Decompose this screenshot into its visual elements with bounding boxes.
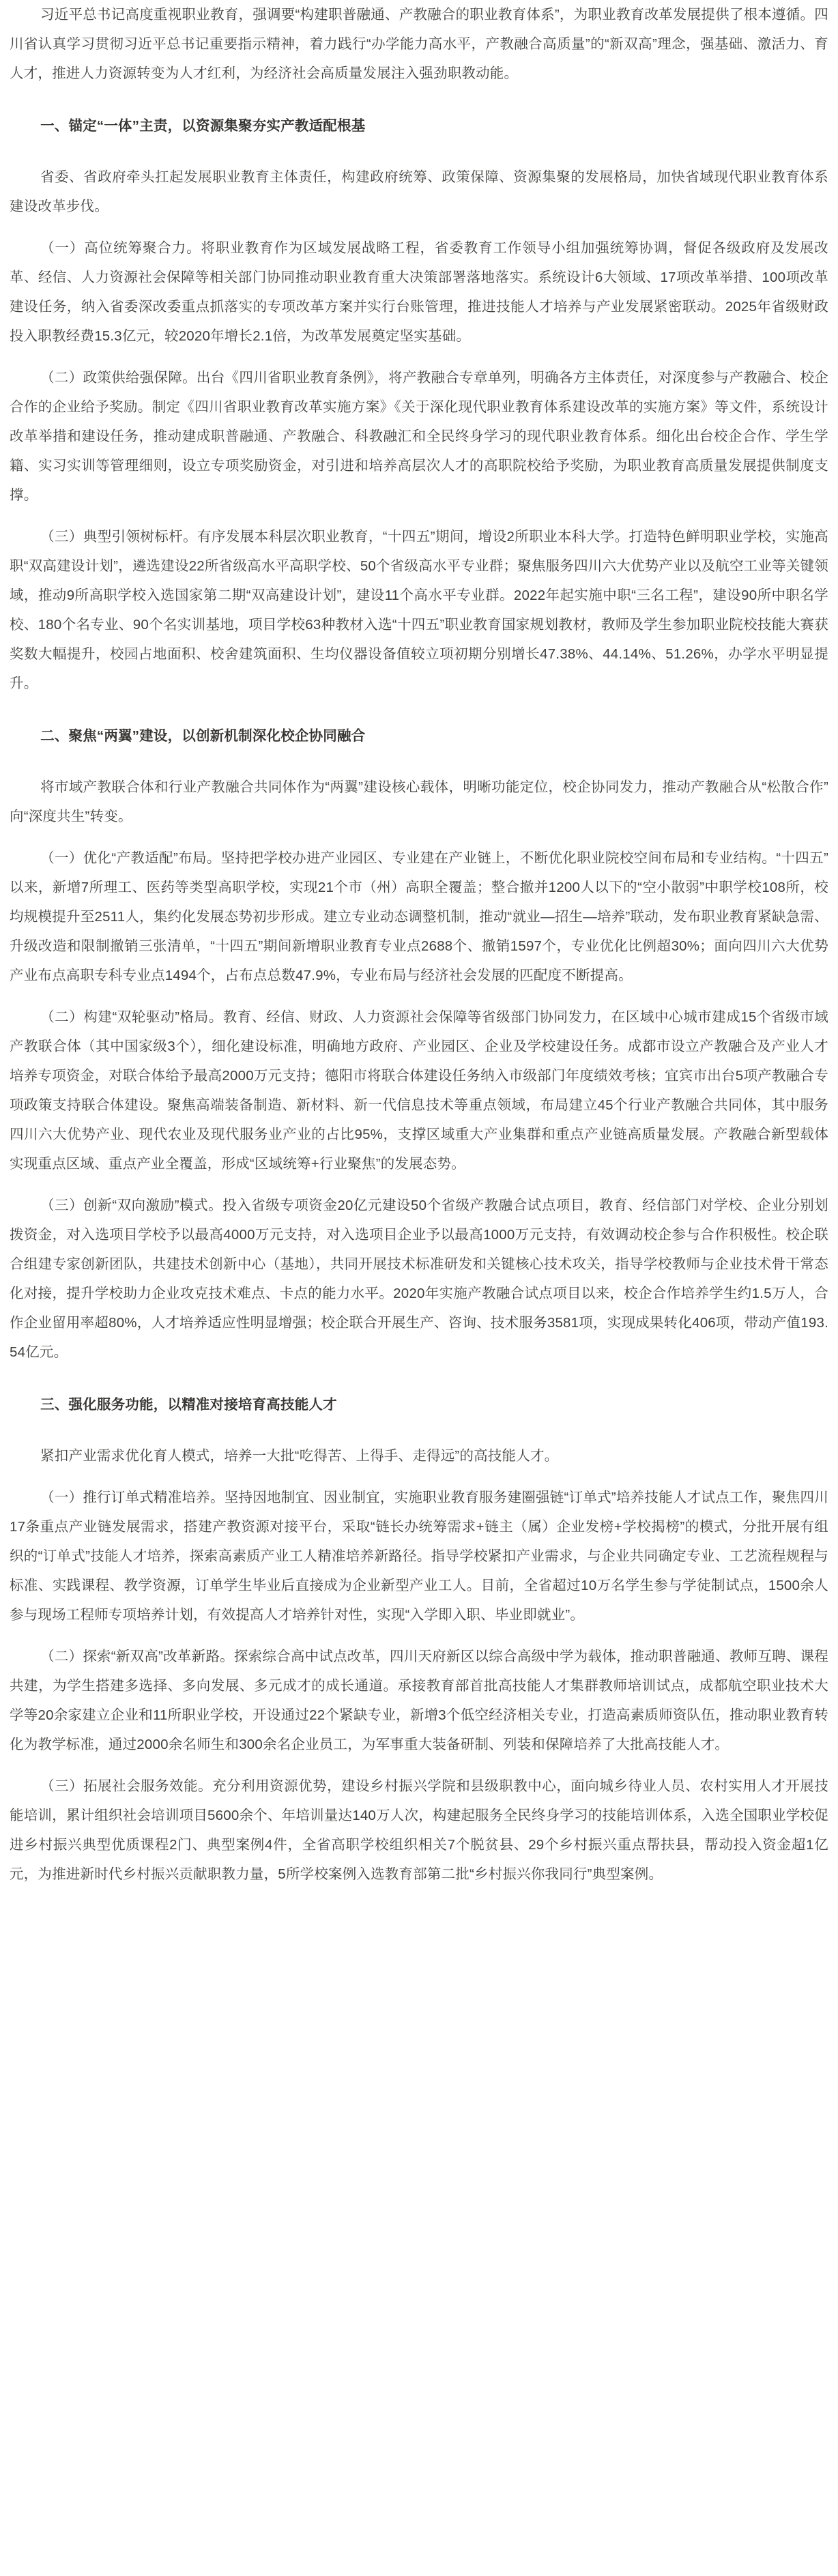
intro-paragraph: 习近平总书记高度重视职业教育，强调要“构建职普融通、产教融合的职业教育体系”，为职业教育改革发展提供了根本遵循。四川省认真学习贯彻习近平总书记重要指示精神，着力践行“办学能力高水平，产教融合高质量”的“新双高”理念，强基础、激活力、育人才，推进人力资源转变为人才红利，为经济社会高质量发展注入强劲职教动能。 xyxy=(10,7,828,81)
section-3-item-1: （一）推行订单式精准培养。坚持因地制宜、因业制宜，实施职业教育服务建圈强链“订单式”培养技能人才试点工作，聚焦四川17条重点产业链发展需求，搭建产教资源对接平台，采取“链长办统筹需求+链主（属）企业发榜+学校揭榜”的模式，分批开展有组织的“订单式”技能人才培养，探索高素质产业工人精准培养新路径。指导学校紧扣产业需求，与企业共同确定专业、工艺流程规程与标准、实践课程、教学资源，订单学生毕业后直接成为企业新型产业工人。目前，全省超过10万名学生参与学徒制试点，1500余人参与现场工程师专项培养计划，有效提高人才培养针对性，实现“入学即入职、毕业即就业”。 xyxy=(10,1490,828,1623)
section-2-item-2: （二）构建“双轮驱动”格局。教育、经信、财政、人力资源社会保障等省级部门协同发力，在区域中心城市建成15个省级市域产教联合体（其中国家级3个），细化建设标准，明确地方政府、产业园区、企业及学校建设任务。成都市设立产教融合及产业人才培养专项资金，对联合体给予最高2000万元支持；德阳市将联合体建设任务纳入市级部门年度绩效考核；宜宾市出台5项产教融合专项政策支持联合体建设。聚焦高端装备制造、新材料、新一代信息技术等重点领域，布局建立45个行业产教融合共同体，其中服务四川六大优势产业、现代农业及现代服务业产业的占比95%，支撑区域重大产业集群和重点产业链高质量发展。产教融合新型载体实现重点区域、重点产业全覆盖，形成“区域统筹+行业聚焦”的发展态势。 xyxy=(10,1009,828,1172)
section-heading-1: 一、锚定“一体”主责，以资源集聚夯实产教适配根基 xyxy=(40,118,366,134)
section-1-intro-paragraph: 省委、省政府牵头扛起发展职业教育主体责任，构建政府统筹、政策保障、资源集聚的发展格局，加快省域现代职业教育体系建设改革步伐。 xyxy=(10,169,828,214)
section-3-item-2: （二）探索“新双高”改革新路。探索综合高中试点改革，四川天府新区以综合高级中学为载体，推动职普融通、教师互聘、课程共建，为学生搭建多选择、多向发展、多元成才的成长通道。承接教育部首批高技能人才集群教师培训试点，成都航空职业技术大学等20余家建立企业和11所职业学校，开设通过22个紧缺专业，新增3个低空经济相关专业，打造高素质师资队伍，推动职业教育转化为教学标准，通过2000余名师生和300余名企业员工，为军事重大装备研制、列装和保障培养了大批高技能人才。 xyxy=(10,1649,828,1752)
section-2-item-3: （三）创新“双向激励”模式。投入省级专项资金20亿元建设50个省级产教融合试点项目，教育、经信部门对学校、企业分别划拨资金，对入选项目学校予以最高4000万元支持，对入选项目企业予以最高1000万元支持，有效调动校企参与合作积极性。校企联合组建专家创新团队，共建技术创新中心（基地），共同开展技术标准研发和关键核心技术攻关，指导学校教师与企业技术骨干常态化对接，提升学校助力企业攻克技术难点、卡点的能力水平。2020年实施产教融合试点项目以来，校企合作培养学生约1.5万人，合作企业留用率超80%，人才培养适应性明显增强；校企联合开展生产、咨询、技术服务3581项，实现成果转化406项，带动产值193.54亿元。 xyxy=(10,1198,828,1360)
section-1-item-3: （三）典型引领树标杆。有序发展本科层次职业教育，“十四五”期间，增设2所职业本科大学。打造特色鲜明职业学校，实施高职“双高建设计划”，遴选建设22所省级高水平高职学校、50个省级高水平专业群；聚焦服务四川六大优势产业以及航空工业等关键领域，推动9所高职学校入选国家第二期“双高建设计划”，建设11个高水平专业群。2022年起实施中职“三名工程”，建设90所中职名学校、180个名专业、90个名实训基地，项目学校63种教材入选“十四五”职业教育国家规划教材，教师及学生参加职业院校技能大赛获奖数大幅提升，校园占地面积、校舍建筑面积、生均仪器设备值较立项初期分别增长47.38%、44.14%、51.26%，办学水平明显提升。 xyxy=(10,529,828,691)
section-1-item-2: （二）政策供给强保障。出台《四川省职业教育条例》，将产教融合专章单列，明确各方主体责任，对深度参与产教融合、校企合作的企业给予奖励。制定《四川省职业教育改革实施方案》《关于深化现代职业教育体系建设改革的实施方案》等文件，系统设计改革举措和建设任务，推动建成职普融通、产教融合、科教融汇和全民终身学习的现代职业教育体系。细化出台校企合作、学生学籍、实习实训等管理细则，设立专项奖励资金，对引进和培养高层次人才的高职院校给予奖励，为职业教育高质量发展提供制度支撑。 xyxy=(10,370,828,503)
section-3-item-3: （三）拓展社会服务效能。充分利用资源优势，建设乡村振兴学院和县级职教中心，面向城乡待业人员、农村实用人才开展技能培训，累计组织社会培训项目5600余个、年培训量达140万人次，构建起服务全民终身学习的技能培训体系，入选全国职业学校促进乡村振兴典型优质课程2门、典型案例4件，全省高职学校组织相关7个脱贫县、29个乡村振兴重点帮扶县，帮动投入资金超1亿元，为推进新时代乡村振兴贡献职教力量，5所学校案例入选教育部第二批“乡村振兴你我同行”典型案例。 xyxy=(10,1778,828,1882)
section-heading-3: 三、强化服务功能，以精准对接培育高技能人才 xyxy=(40,1397,337,1413)
section-2-item-1: （一）优化“产教适配”布局。坚持把学校办进产业园区、专业建在产业链上，不断优化职业院校空间布局和专业结构。“十四五”以来，新增7所理工、医药等类型高职学校，实现21个市（州）高职全覆盖；整合撤并1200人以下的“空小散弱”中职学校108所，校均规模提升至2511人，集约化发展态势初步形成。建立专业动态调整机制，推动“就业—招生—培养”联动，发布职业教育紧缺急需、升级改造和限制撤销三张清单，“十四五”期间新增职业教育专业点2688个、撤销1597个，专业优化比例超30%；面向四川六大优势产业布点高职专科专业点1494个，占布点总数47.9%，专业布局与经济社会发展的匹配度不断提高。 xyxy=(10,850,828,983)
section-heading-2: 二、聚焦“两翼”建设，以创新机制深化校企协同融合 xyxy=(40,728,366,744)
section-2-intro-paragraph: 将市域产教联合体和行业产教融合共同体作为“两翼”建设核心载体，明晰功能定位，校企协同发力，推动产教融合从“松散合作”向“深度共生”转变。 xyxy=(10,779,828,824)
section-1-item-1: （一）高位统筹聚合力。将职业教育作为区域发展战略工程，省委教育工作领导小组加强统筹协调，督促各级政府及发展改革、经信、人力资源社会保障等相关部门协同推动职业教育重大决策部署落地落实。系统设计6大领域、17项改革举措、100项改革建设任务，纳入省委深改委重点抓落实的专项改革方案并实行台账管理，推进技能人才培养与产业发展紧密联动。2025年省级财政投入职教经费15.3亿元，较2020年增长2.1倍，为改革发展奠定坚实基础。 xyxy=(10,240,828,344)
section-3-intro-paragraph: 紧扣产业需求优化育人模式，培养一大批“吃得苦、上得手、走得远”的高技能人才。 xyxy=(40,1448,559,1464)
